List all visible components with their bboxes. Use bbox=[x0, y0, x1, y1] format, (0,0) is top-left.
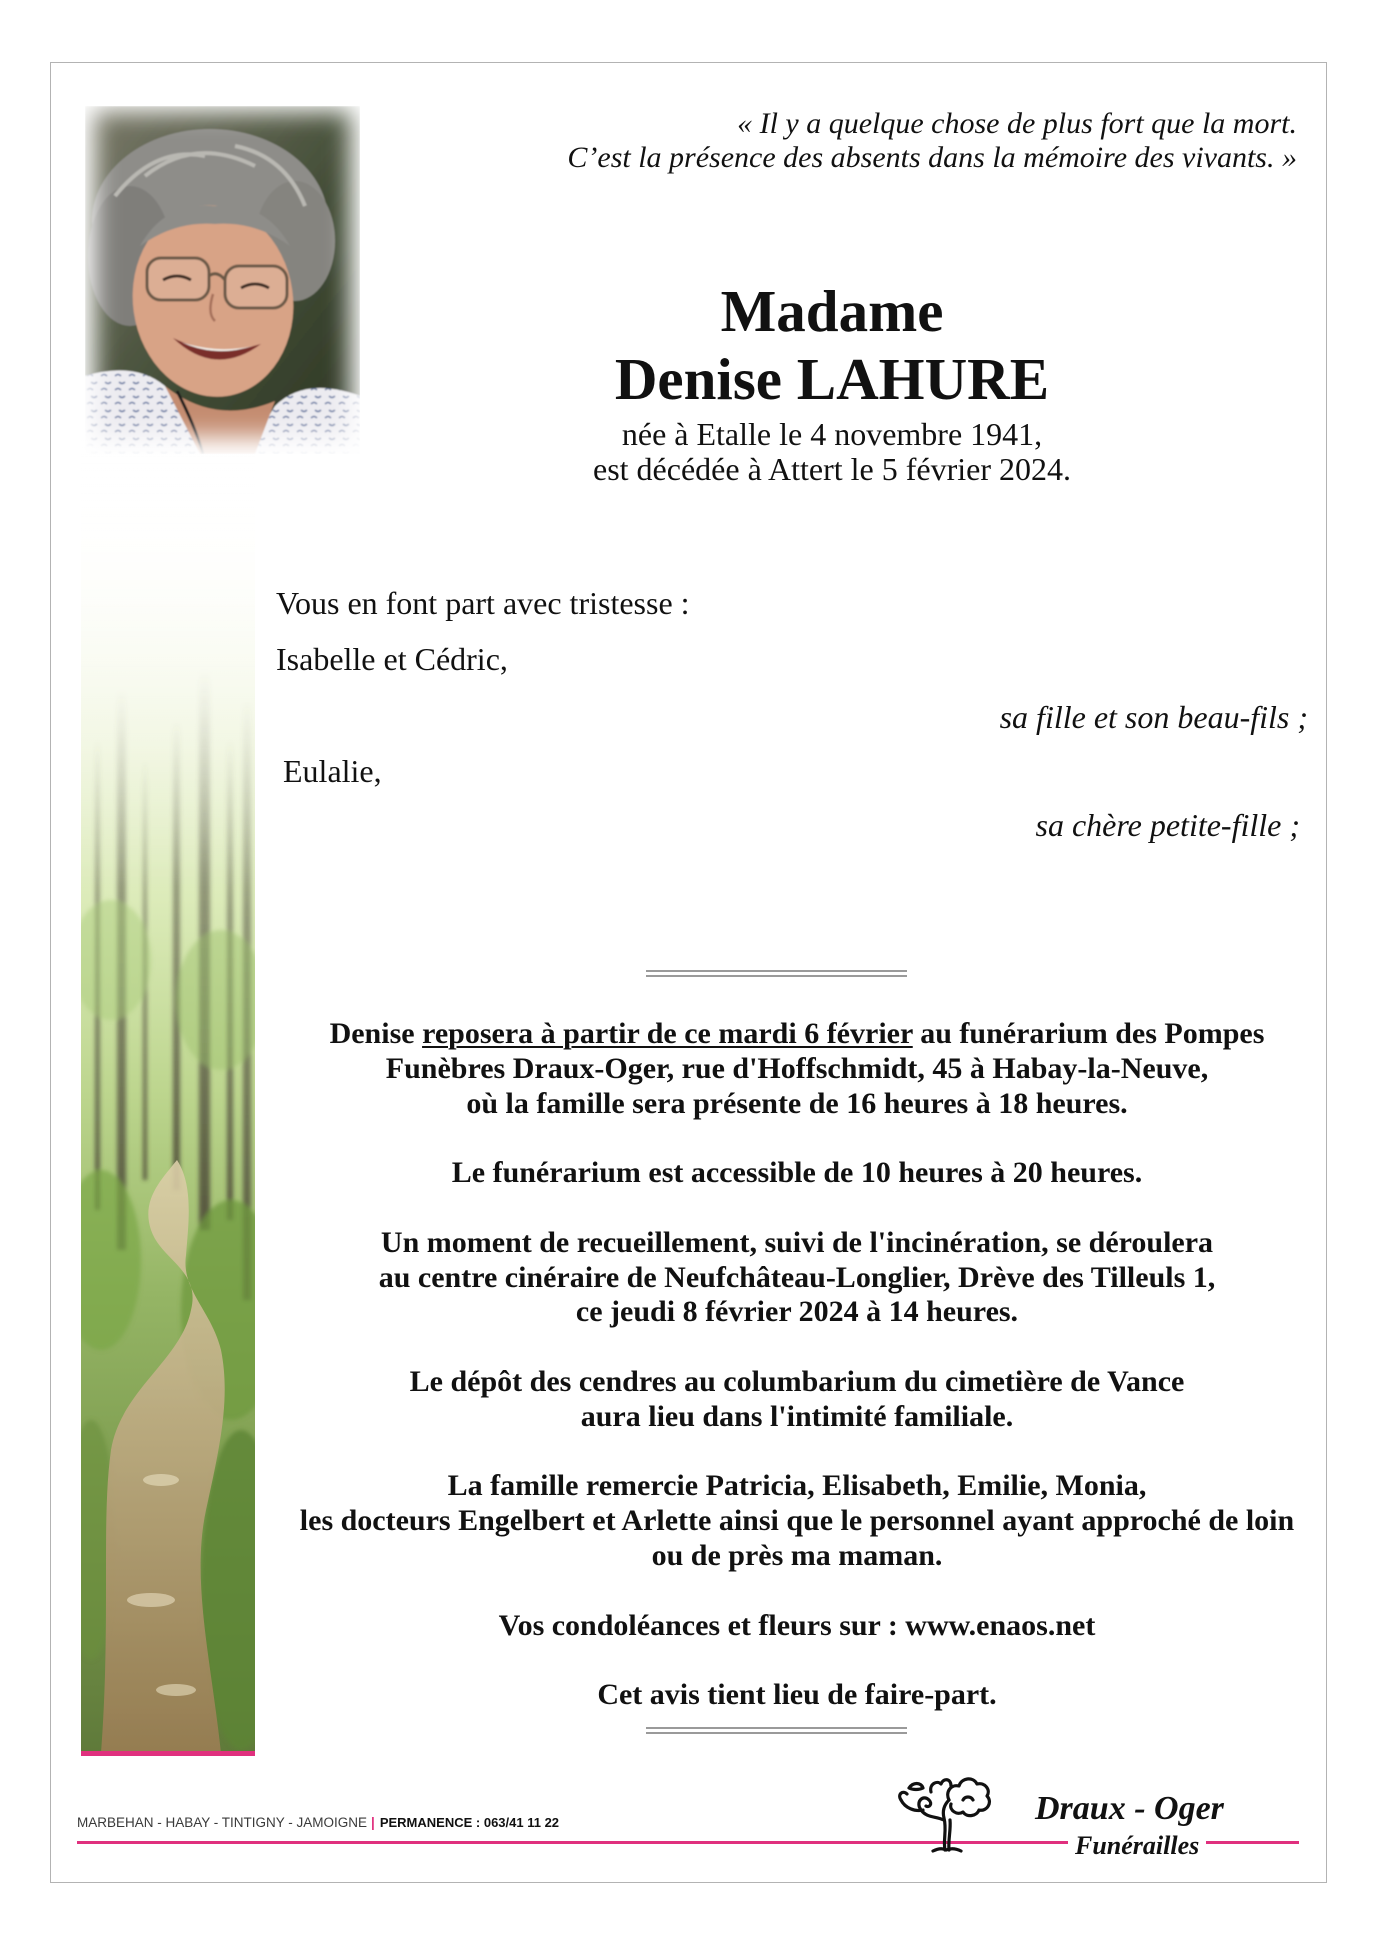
portrait-photo bbox=[85, 106, 360, 454]
funeral-arrangements bbox=[276, 1017, 1318, 1713]
forest-accent-bar bbox=[81, 1751, 255, 1756]
quote-line: « Il y a quelque chose de plus fort que la mort. bbox=[737, 107, 1297, 140]
arrangement-line: aura lieu dans l'intimité familiale. bbox=[580, 1399, 1014, 1433]
arrangement-line: Cet avis tient lieu de faire-part. bbox=[597, 1678, 997, 1712]
tree-logo-icon bbox=[893, 1770, 995, 1854]
quote-line: C’est la présence des absents dans la mémoire des vivants. » bbox=[567, 141, 1297, 174]
double-rule-divider bbox=[646, 970, 907, 977]
arrangement-line: les docteurs Engelbert et Arlette ainsi que le personnel ayant approché de loin bbox=[299, 1504, 1295, 1538]
birth-line: née à Etalle le 4 novembre 1941, bbox=[621, 416, 1043, 452]
portrait-content bbox=[85, 106, 360, 454]
logo-company-name: Draux - Oger bbox=[1035, 1790, 1224, 1827]
arrangement-line: Un moment de recueillement, suivi de l'incinération, se déroulera bbox=[380, 1225, 1214, 1259]
viewing-name: Denise bbox=[329, 1017, 415, 1050]
family-intro: Vous en font part avec tristesse : bbox=[276, 585, 690, 621]
viewing-date-underlined: reposera à partir de ce mardi 6 février bbox=[422, 1017, 913, 1050]
arrangement-line: au centre cinéraire de Neufchâteau-Longlier, Drève des Tilleuls 1, bbox=[378, 1260, 1216, 1294]
forest-path-image bbox=[81, 440, 255, 1753]
footer-separator: | bbox=[371, 1815, 375, 1830]
footer-permanence: PERMANENCE : 063/41 11 22 bbox=[379, 1815, 560, 1830]
viewing-place: au funérarium des Pompes bbox=[920, 1017, 1265, 1050]
footer-info bbox=[77, 1814, 559, 1832]
family-member-relation: sa fille et son beau-fils ; bbox=[999, 699, 1308, 735]
condolences-paragraph bbox=[276, 1609, 1318, 1644]
arrangement-line bbox=[276, 1017, 1318, 1052]
arrangement-line: ce jeudi 8 février 2024 à 14 heures. bbox=[575, 1295, 1019, 1329]
thanks-paragraph bbox=[276, 1469, 1318, 1573]
ceremony-paragraph bbox=[276, 1226, 1318, 1330]
deceased-title: Madame bbox=[720, 278, 944, 344]
tree-logo-strokes bbox=[900, 1779, 990, 1851]
arrangement-line: Le funérarium est accessible de 10 heures à 20 heures. bbox=[451, 1156, 1143, 1190]
viewing-paragraph bbox=[276, 1017, 1318, 1121]
deceased-name: Denise LAHURE bbox=[614, 346, 1050, 412]
deceased-heading bbox=[360, 277, 1304, 413]
arrangement-line: Vos condoléances et fleurs sur : www.enaos.net bbox=[498, 1608, 1096, 1642]
arrangement-line: où la famille sera présente de 16 heures à 18 heures. bbox=[466, 1086, 1128, 1120]
death-line: est décédée à Attert le 5 février 2024. bbox=[593, 451, 1071, 487]
arrangement-line: Le dépôt des cendres au columbarium du cimetière de Vance bbox=[409, 1364, 1185, 1398]
deceased-dates bbox=[360, 417, 1304, 487]
logo-tagline: Funérailles bbox=[1068, 1831, 1206, 1861]
forest-mist bbox=[81, 440, 255, 890]
family-member-relation: sa chère petite-fille ; bbox=[1035, 807, 1300, 843]
arrangement-line: Funèbres Draux-Oger, rue d'Hoffschmidt, 45 à Habay-la-Neuve, bbox=[385, 1051, 1209, 1085]
hours-paragraph bbox=[276, 1156, 1318, 1191]
arrangement-line: La famille remercie Patricia, Elisabeth, Emilie, Monia, bbox=[447, 1469, 1147, 1503]
ashes-paragraph bbox=[276, 1365, 1318, 1435]
double-rule-divider bbox=[646, 1727, 907, 1734]
arrangement-line: ou de près ma maman. bbox=[651, 1538, 943, 1572]
closing-paragraph bbox=[276, 1678, 1318, 1713]
family-member-names: Eulalie, bbox=[283, 753, 382, 789]
footer-locations: MARBEHAN - HABAY - TINTIGNY - JAMOIGNE bbox=[77, 1815, 368, 1830]
epigraph-quote bbox=[567, 107, 1297, 175]
family-member-names: Isabelle et Cédric, bbox=[276, 641, 508, 677]
